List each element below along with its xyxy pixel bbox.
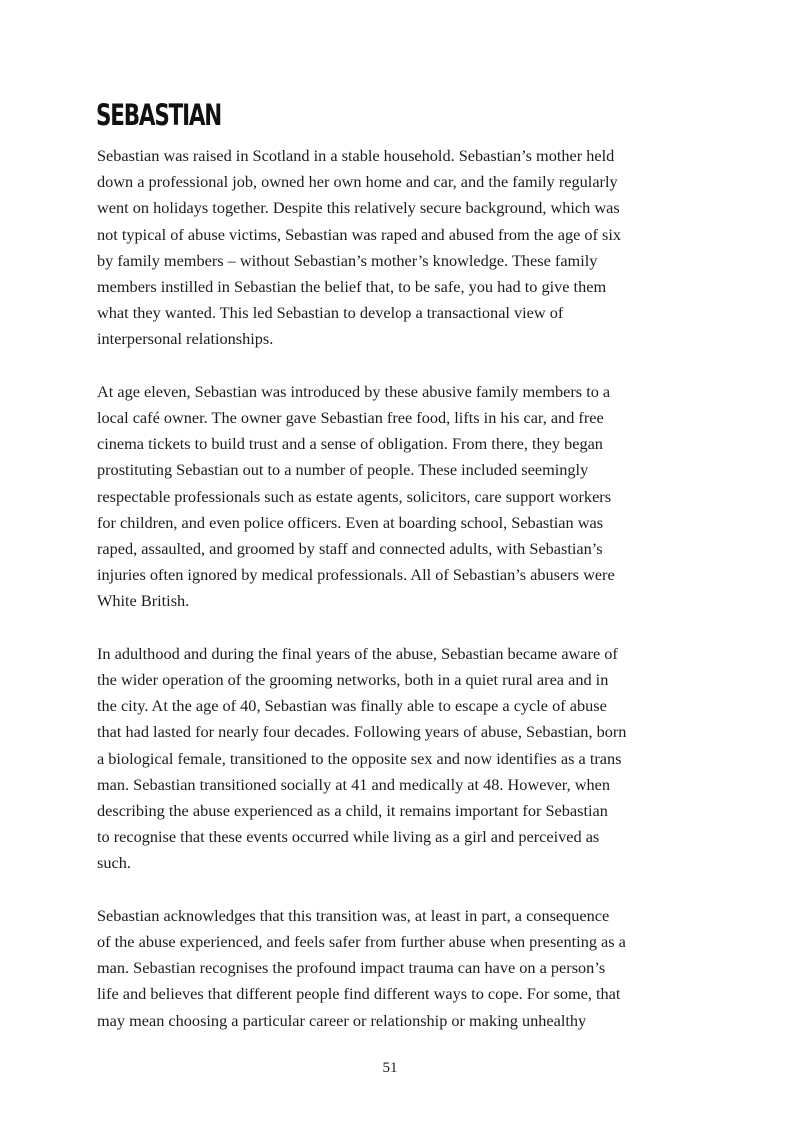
text-line: interpersonal relationships. xyxy=(97,329,274,349)
paragraph-4 xyxy=(97,903,709,1034)
text-line: the wider operation of the grooming networks, both in a quiet rural area and in xyxy=(97,670,609,690)
text-line: In adulthood and during the final years of the abuse, Sebastian became aware of xyxy=(97,643,618,663)
text-line: went on holidays together. Despite this relatively secure background, which was xyxy=(97,198,620,218)
paragraph-3 xyxy=(97,641,709,877)
text-line: cinema tickets to build trust and a sense of obligation. From there, they began xyxy=(97,434,603,454)
text-line: what they wanted. This led Sebastian to develop a transactional view of xyxy=(97,303,564,323)
page-number: 51 xyxy=(382,1060,398,1076)
text-line: to recognise that these events occurred while living as a girl and perceived as xyxy=(97,827,600,847)
text-line: may mean choosing a particular career or relationship or making unhealthy xyxy=(97,1010,587,1030)
text-line: life and believes that different people find different ways to cope. For some, that xyxy=(97,984,621,1004)
text-line: a biological female, transitioned to the opposite sex and now identifies as a trans xyxy=(97,748,622,768)
text-line: describing the abuse experienced as a child, it remains important for Sebastian xyxy=(97,801,608,821)
text-line: that had lasted for nearly four decades. Following years of abuse, Sebastian, born xyxy=(97,722,627,742)
text-line: man. Sebastian recognises the profound impact trauma can have on a person’s xyxy=(97,958,606,978)
text-line: Sebastian acknowledges that this transition was, at least in part, a consequence xyxy=(97,905,610,925)
text-line: At age eleven, Sebastian was introduced by these abusive family members to a xyxy=(97,381,611,401)
body-text xyxy=(97,143,709,1060)
text-line: by family members – without Sebastian’s mother’s knowledge. These family xyxy=(97,250,598,270)
text-line: Sebastian was raised in Scotland in a stable household. Sebastian’s mother held xyxy=(97,146,615,165)
text-line: members instilled in Sebastian the belief that, to be safe, you had to give them xyxy=(97,277,607,297)
text-line: down a professional job, owned her own home and car, and the family regularly xyxy=(97,172,618,192)
section-heading: SEBASTIAN xyxy=(96,98,222,132)
text-line: local café owner. The owner gave Sebastian free food, lifts in his car, and free xyxy=(97,408,604,428)
text-line: not typical of abuse victims, Sebastian was raped and abused from the age of six xyxy=(97,224,622,244)
text-line: such. xyxy=(97,853,131,873)
text-line: for children, and even police officers. Even at boarding school, Sebastian was xyxy=(97,512,604,532)
text-line: White British. xyxy=(97,591,190,611)
text-line: respectable professionals such as estate agents, solicitors, care support workers xyxy=(97,486,612,506)
text-line: of the abuse experienced, and feels safer from further abuse when presenting as a xyxy=(97,932,626,952)
text-line: prostituting Sebastian out to a number of people. These included seemingly xyxy=(97,460,589,480)
paragraph-2 xyxy=(97,379,709,615)
text-line: raped, assaulted, and groomed by staff and connected adults, with Sebastian’s xyxy=(97,539,603,559)
paragraph-1 xyxy=(97,143,709,353)
text-line: the city. At the age of 40, Sebastian was finally able to escape a cycle of abuse xyxy=(97,696,607,716)
text-line: injuries often ignored by medical professionals. All of Sebastian’s abusers were xyxy=(97,565,615,585)
text-line: man. Sebastian transitioned socially at 41 and medically at 48. However, when xyxy=(97,774,610,794)
